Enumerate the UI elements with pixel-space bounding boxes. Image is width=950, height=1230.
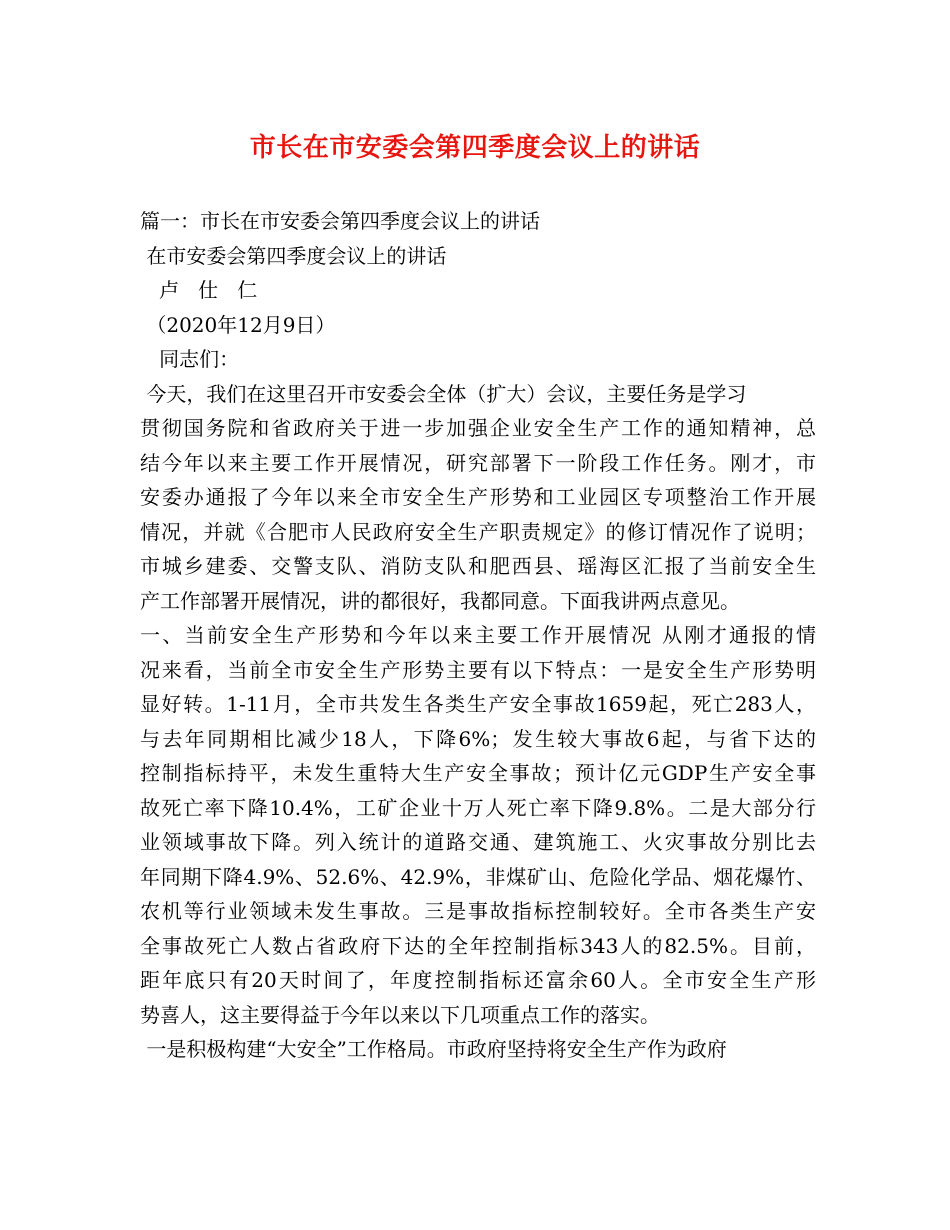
document-line: 势喜人，这主要得益于今年以来以下几项重点工作的落实。: [140, 1002, 660, 1027]
document-line: 况来看，当前全市安全生产形势主要有以下特点：一是安全生产形势明: [140, 657, 816, 682]
document-line: 一、当前安全生产形势和今年以来主要工作开展情况 从刚才通报的情: [140, 623, 816, 647]
document-body: [140, 204, 816, 1067]
document-line: 安委办通报了今年以来全市安全生产形势和工业园区专项整治工作开展: [140, 485, 816, 509]
document-line: 业领域事故下降。列入统计的道路交通、建筑施工、火灾事故分别比去: [140, 830, 816, 854]
document-line: 一是积极构建“大安全”工作格局。市政府坚持将安全生产作为政府: [140, 1037, 727, 1061]
document-line: 今天，我们在这里召开市安委会全体（扩大）会议，主要任务是学习: [140, 381, 747, 406]
document-line: 同志们：: [140, 347, 240, 371]
document-line: 情况，并就《合肥市人民政府安全生产职责规定》的修订情况作了说明；: [140, 519, 816, 544]
document-line: 显好转。1-11月，全市共发生各类生产安全事故1659起，死亡283人，: [140, 692, 816, 716]
document-line: 篇一：市长在市安委会第四季度会议上的讲话: [140, 209, 540, 233]
document-line: 在市安委会第四季度会议上的讲话: [140, 243, 447, 268]
document-line: 结今年以来主要工作开展情况，研究部署下一阶段工作任务。刚才，市: [140, 450, 816, 475]
document-line: 距年底只有20天时间了，年度控制指标还富余60人。全市安全生产形: [140, 968, 816, 992]
document-line: 年同期下降4.9%、52.6%、42.9%，非煤矿山、危险化学品、烟花爆竹、: [140, 864, 816, 889]
document-line: 全事故死亡人数占省政府下达的全年控制指标343人的82.5%。目前，: [140, 933, 816, 958]
document-line: 与去年同期相比减少18人，下降6%；发生较大事故6起，与省下达的: [140, 726, 816, 751]
document-line: 产工作部署开展情况，讲的都很好，我都同意。下面我讲两点意见。: [140, 588, 740, 613]
document-line: 市城乡建委、交警支队、消防支队和肥西县、瑶海区汇报了当前安全生: [140, 554, 816, 578]
document-line: 卢 仕 仁: [140, 278, 258, 302]
document-line: （2020年12月9日）: [140, 312, 336, 337]
document-line: 故死亡率下降10.4%，工矿企业十万人死亡率下降9.8%。二是大部分行: [140, 795, 816, 820]
document-line: 农机等行业领域未发生事故。三是事故指标控制较好。全市各类生产安: [140, 899, 816, 923]
document-title: 市长在市安委会第四季度会议上的讲话: [249, 133, 701, 163]
document-line: 控制指标持平，未发生重特大生产安全事故；预计亿元GDP生产安全事: [140, 761, 816, 785]
document-line: 贯彻国务院和省政府关于进一步加强企业安全生产工作的通知精神，总: [140, 416, 816, 440]
